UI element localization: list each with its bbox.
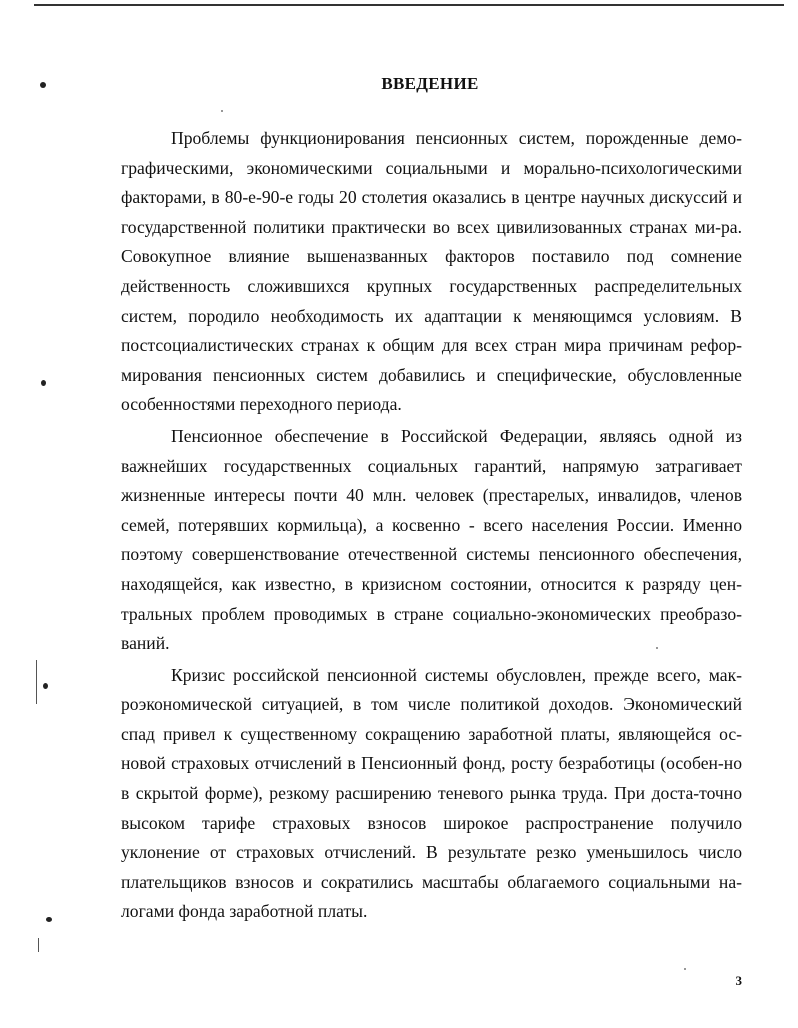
margin-dot-mark — [46, 917, 52, 922]
paragraph-1: Проблемы функционирования пенсионных систем, порожденные демо-графическими, экономическими социальными и морально-психологическими факторами, в 80-е-90-е годы 20 столетия оказались в центре научных дискуссий и государственной политики практически во всех цивилизованных странах ми-ра. Совокупное влияние вышеназванных факторов поставило под сомнение действенность сложившихся крупных государственных распределительных систем, породило необходимость их адаптации к меняющимся условиям. В постсоциалистических странах к общим для всех стран мира причинам рефор-мирования пенсионных систем добавились и специфические, обусловленные особенностями переходного периода. — [121, 128, 742, 415]
scan-speck — [684, 968, 686, 970]
page-title: ВВЕДЕНИЕ — [381, 74, 479, 93]
paragraph-3: Кризис российской пенсионной системы обусловлен, прежде всего, мак-роэкономической ситуацией, в том числе политикой доходов. Экономический спад привел к существенному сокращению заработной платы, являющейся ос-новой страховых отчислений в Пенсионный фонд, росту безработицы (особен-но в скрытой форме), резкому расширению теневого рынка труда. При доста-точно высоком тарифе страховых взносов широкое распространение получило уклонение от страховых отчислений. В результате резко уменьшилось число плательщиков взносов и сократились масштабы облагаемого социальными на-логами фонда заработной платы. — [121, 664, 742, 922]
top-border-line — [34, 4, 784, 6]
page-number: 3 — [735, 973, 742, 988]
margin-dot-mark — [43, 683, 48, 689]
paragraph-2: Пенсионное обеспечение в Российской Федерации, являясь одной из важнейших государственных социальных гарантий, напрямую затрагивает жизненные интересы почти 40 млн. человек (престарелых, инвалидов, членов семей, потерявших кормильца), а косвенно - всего населения России. Именно поэтому совершенствование отечественной системы пенсионного обеспечения, находящейся, как известно, в кризисном состоянии, относится к разряду цен-тральных проблем проводимых в стране социально-экономических преобразо-ваний. — [121, 425, 742, 654]
margin-dot-mark — [41, 380, 46, 386]
body-text — [121, 124, 742, 927]
scan-speck — [221, 110, 223, 112]
margin-line-mark — [38, 938, 39, 952]
margin-line-mark — [36, 660, 37, 704]
